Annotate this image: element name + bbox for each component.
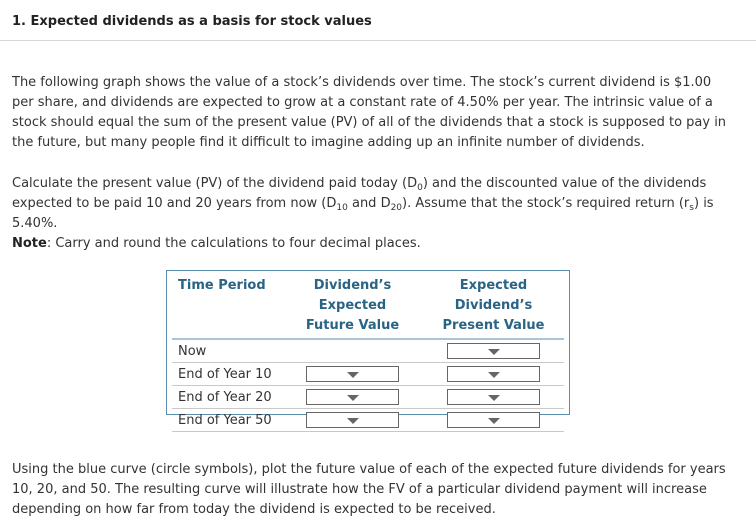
- dividend-table-container: [166, 270, 570, 428]
- dividend-table: [172, 274, 564, 432]
- future-value-dropdown-year20[interactable]: [306, 389, 399, 405]
- plot-instruction-paragraph: Using the blue curve (circle symbols), plot the future value of each of the expected future dividends for years 10, 20, and 50. The resulting curve will illustrate how the FV of a particular dividend payment will increase depending on how far from today the dividend is expected to be received.: [12, 462, 726, 517]
- future-value-cell-year50: [282, 409, 423, 432]
- instruction-text-3: and D: [347, 196, 391, 211]
- chevron-down-icon: [347, 372, 359, 378]
- note-text: : Carry and round the calculations to four decimal places.: [46, 236, 421, 251]
- note-paragraph: [12, 234, 734, 254]
- table-row: [172, 363, 564, 386]
- question-title: 1. Expected dividends as a basis for stock values: [12, 14, 372, 29]
- instruction-text-4: ). Assume that the stock’s required return (r: [402, 196, 690, 211]
- present-value-dropdown-year20[interactable]: [447, 389, 540, 405]
- header-future-value: [282, 274, 423, 339]
- table-row: [172, 386, 564, 409]
- table-row: [172, 409, 564, 432]
- header-present-line1: Expected Dividend’s: [454, 278, 533, 313]
- row-label-year50: End of Year 50: [172, 409, 282, 432]
- title-divider: [0, 40, 756, 41]
- header-future-line1: Dividend’s Expected: [313, 278, 392, 313]
- subscript-s: s: [689, 203, 694, 213]
- chevron-down-icon: [488, 395, 500, 401]
- chevron-down-icon: [488, 349, 500, 355]
- future-value-dropdown-year50[interactable]: [306, 412, 399, 428]
- table-row: [172, 339, 564, 363]
- future-value-cell-year10: [282, 363, 423, 386]
- row-label-year20: End of Year 20: [172, 386, 282, 409]
- present-value-dropdown-year10[interactable]: [447, 366, 540, 382]
- row-label-now: Now: [172, 339, 282, 363]
- intro-paragraph: The following graph shows the value of a stock’s dividends over time. The stock’s current dividend is $1.00 per share, and dividends are expected to grow at a constant rate of 4.50% per year. The intrinsic value of a stock should equal the sum of the present value (PV) of all of the dividends that a stock is supposed to pay in the future, but many people find it difficult to imagine adding up an infinite number of dividends.: [12, 75, 727, 150]
- subscript-0: 0: [417, 183, 423, 193]
- header-present-line2: Present Value: [442, 318, 545, 333]
- present-value-dropdown-year50[interactable]: [447, 412, 540, 428]
- present-value-cell-now: [423, 339, 564, 363]
- row-label-year10: End of Year 10: [172, 363, 282, 386]
- chevron-down-icon: [347, 395, 359, 401]
- present-value-cell-year20: [423, 386, 564, 409]
- table-header-row: [172, 274, 564, 339]
- note-label: Note: [12, 236, 47, 251]
- present-value-cell-year50: [423, 409, 564, 432]
- header-present-value: [423, 274, 564, 339]
- present-value-dropdown-now[interactable]: [447, 343, 540, 359]
- subscript-10: 10: [336, 203, 348, 213]
- future-value-cell-year20: [282, 386, 423, 409]
- instruction-paragraph: [12, 174, 734, 234]
- chevron-down-icon: [347, 418, 359, 424]
- instruction-text-5: ) is 5.40%.: [12, 196, 714, 231]
- instruction-text-2: ) and the discounted value of the dividends expected to be paid 10 and 20 years from now (D: [12, 176, 707, 211]
- chevron-down-icon: [488, 418, 500, 424]
- instruction-text-1: Calculate the present value (PV) of the dividend paid today (D: [12, 176, 418, 191]
- header-time-period: Time Period: [172, 274, 282, 339]
- subscript-20: 20: [390, 203, 403, 213]
- present-value-cell-year10: [423, 363, 564, 386]
- future-value-dropdown-year10[interactable]: [306, 366, 399, 382]
- chevron-down-icon: [488, 372, 500, 378]
- future-value-cell-now: [282, 339, 423, 363]
- header-future-line2: Future Value: [305, 318, 400, 333]
